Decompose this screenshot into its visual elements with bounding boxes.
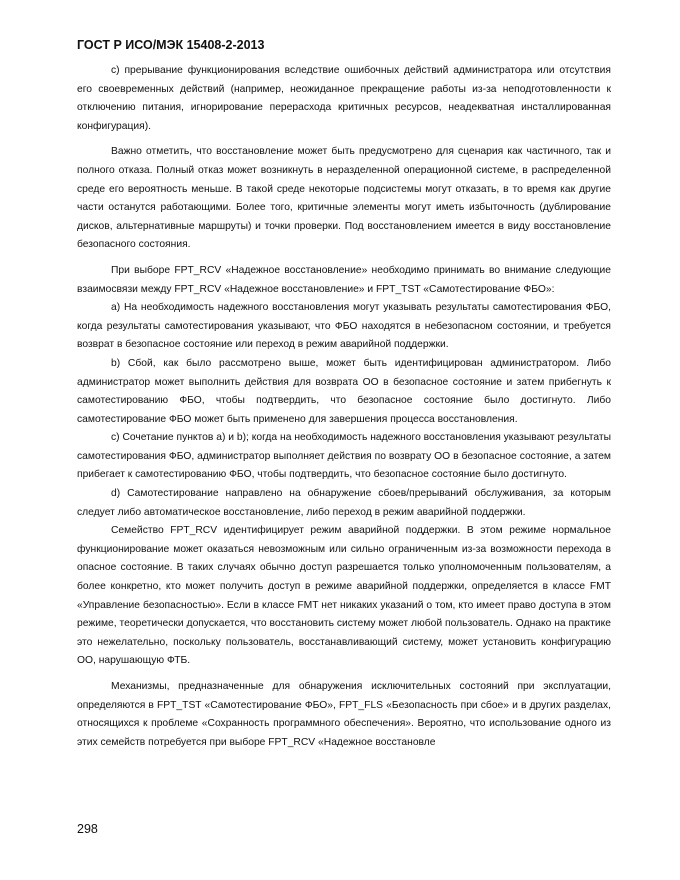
paragraph-item-a: a) На необходимость надежного восстановления могут указывать результаты самотестирования ФБО, когда результаты самотестирования указывают, что ФБО находятся в небезопасном состоянии, и требуется возврат в безопасное состояние или переход в режим аварийной поддержки. [77, 302, 611, 351]
paragraph-item-b: b) Сбой, как было рассмотрено выше, может быть идентифицирован администратором. Либо администратор может выполнить действия для возврата ОО в безопасное состояние и затем прибегнуть к самотестированию ФБО, чтобы подтвердить, что безопасное состояние было достигнуто. Либо самотестирование ФБО может быть применено для завершения процесса восстановления. [77, 357, 611, 425]
page-number: 298 [77, 822, 98, 836]
paragraph-item-c-combination: c) Сочетание пунктов a) и b); когда на необходимость надежного восстановления указывают результаты самотестирования ФБО, администратор выполняет действия по возврату ОО в безопасное состояние, а затем прибегает к самотестированию ФБО, чтобы подтвердить, что безопасное состояние было достигнуто. [77, 432, 611, 481]
paragraph-item-d: d) Самотестирование направлено на обнаружение сбоев/прерываний обслуживания, за которым следует либо автоматическое восстановление, либо переход в режим аварийной поддержки. [77, 488, 611, 518]
paragraph-maintenance-mode: Семейство FPT_RCV идентифицирует режим аварийной поддержки. В этом режиме нормальное функционирование может оказаться невозможным или сильно ограниченным из-за возможности перехода в опасное состояние. В таких случаях обычно доступ разрешается только уполномоченным пользователям, а более конкретно, кто может получить доступ в режиме аварийной поддержки, определяется в классе FMT «Управление безопасностью». Если в классе FMT нет никаких указаний о том, кто имеет право доступа в этом режиме, теоретически допускается, что восстановить систему может любой пользователь. Однако на практике это нежелательно, поскольку пользователь, восстанавливающий систему, может установить конфигурацию ОО, нарушающую ФТБ. [77, 525, 611, 667]
paragraph-recovery-scenarios: Важно отметить, что восстановление может быть предусмотрено для сценария как частичного, так и полного отказа. Полный отказ может возникнуть в неразделенной операционной системе, в распределенной среде его вероятность меньше. В такой среде некоторые подсистемы могут отказать, в то время как другие части останутся работающими. Более того, критичные элементы могут иметь избыточность (дублирование дисков, альтернативные маршруты) и точки проверки. Под восстановлением имеется в виду восстановление безопасного состояния. [77, 146, 611, 251]
paragraph-fpt-rcv-relations: При выборе FPT_RCV «Надежное восстановление» необходимо принимать во внимание следующие взаимосвязи между FPT_RCV «Надежное восстановление» и FPT_TST «Самотестирование ФБО»: [77, 264, 611, 295]
document-header: ГОСТ Р ИСО/МЭК 15408-2-2013 [77, 38, 265, 52]
document-body [77, 62, 611, 752]
paragraph-mechanisms: Механизмы, предназначенные для обнаружения исключительных состояний при эксплуатации, определяются в FPT_TST «Самотестирование ФБО», FPT_FLS «Безопасность при сбое» и в других разделах, относящихся к проблеме «Сохранность программного обеспечения». Вероятно, что использование одного из этих семейств потребуется при выборе FPT_RCV «Надежное восстановле [77, 681, 611, 748]
paragraph-item-c-interruption: c) прерывание функционирования вследствие ошибочных действий администратора или отсутствия его своевременных действий (например, неожиданное прекращение работы из-за неподготовленности к отключению питания, игнорирование перерасхода критичных ресурсов, неадекватная инсталлированная конфигурация). [77, 65, 611, 132]
